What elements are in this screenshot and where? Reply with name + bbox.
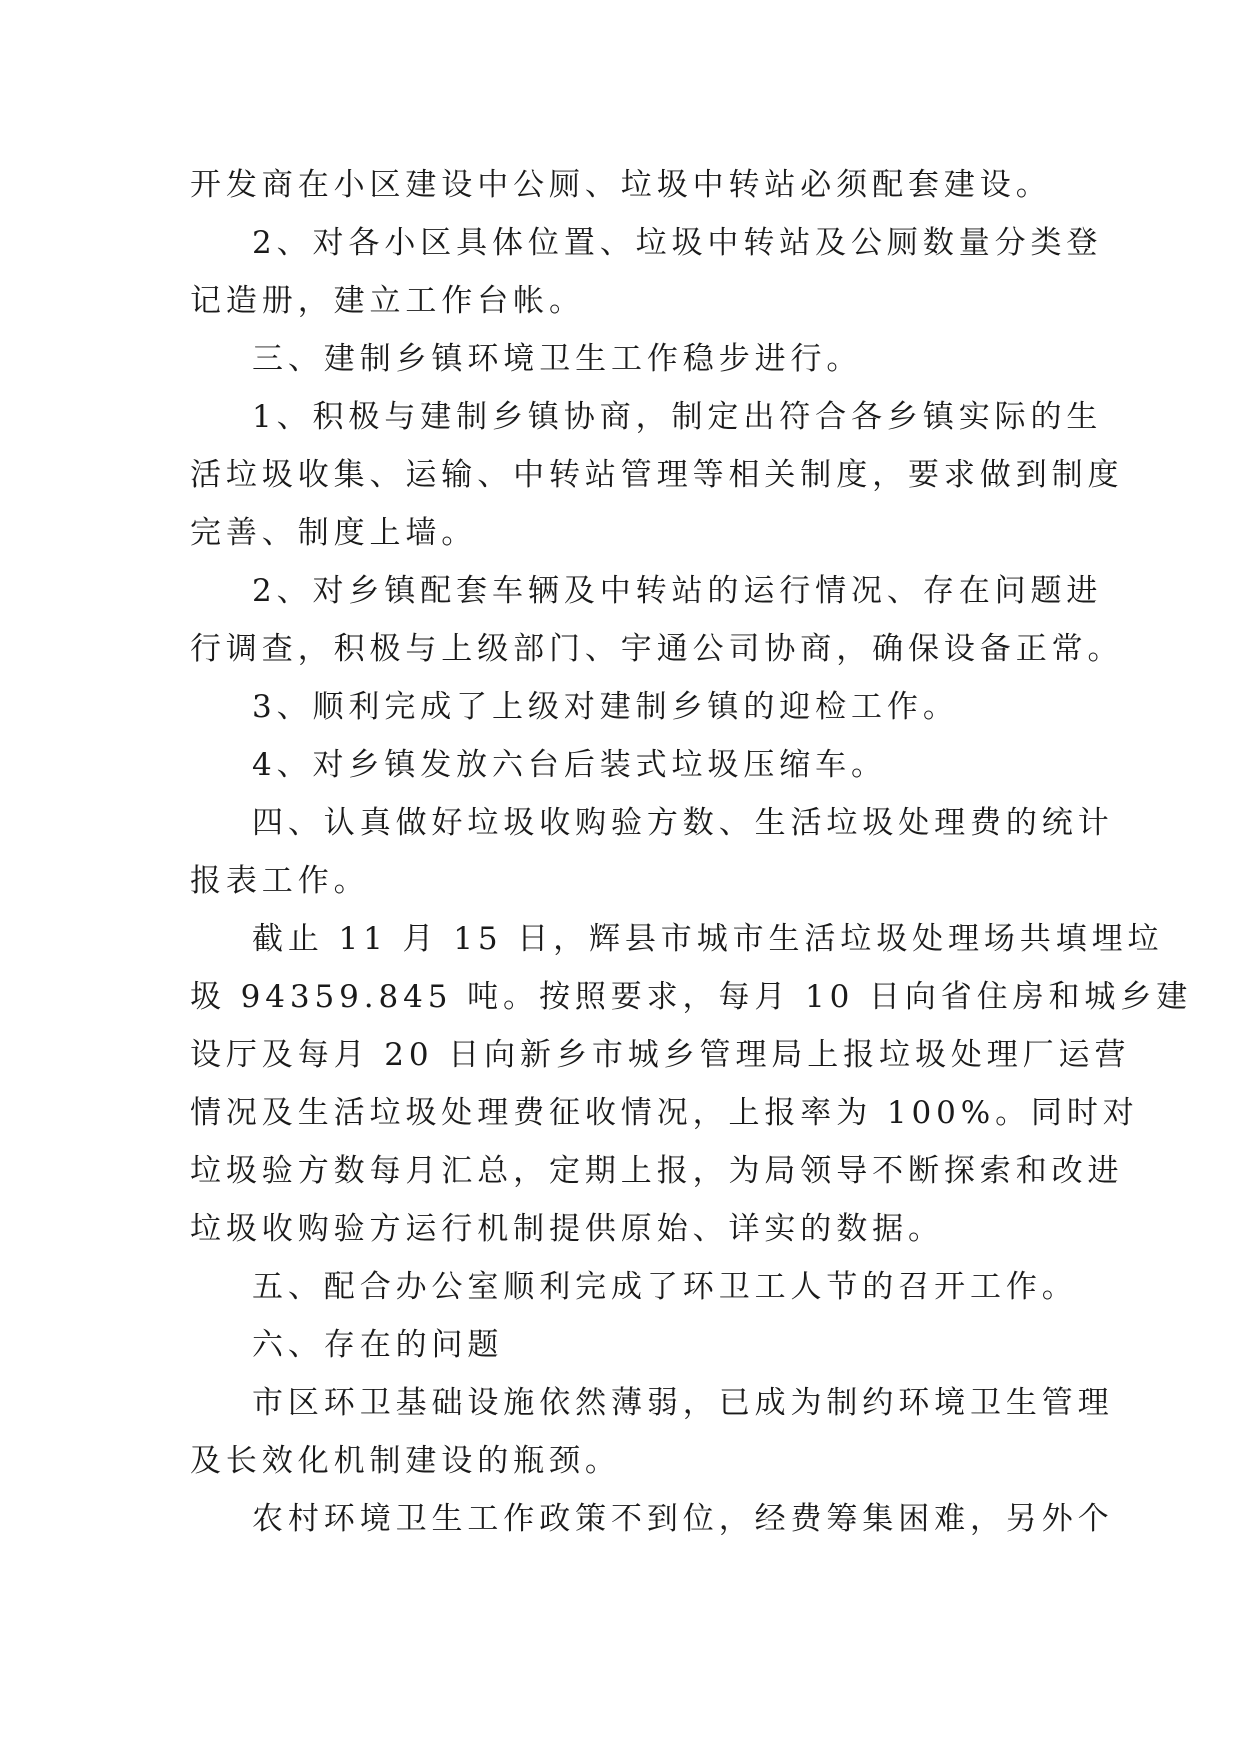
text-line: 4、对乡镇发放六台后装式垃圾压缩车。 xyxy=(252,747,887,783)
text-line: 行调查，积极与上级部门、宇通公司协商，确保设备正常。 xyxy=(190,631,1124,667)
text-line: 垃圾验方数每月汇总，定期上报，为局领导不断探索和改进 xyxy=(190,1153,1124,1189)
text-line: 活垃圾收集、运输、中转站管理等相关制度，要求做到制度 xyxy=(190,457,1124,493)
text-line: 1、积极与建制乡镇协商，制定出符合各乡镇实际的生 xyxy=(252,399,1103,435)
text-line: 3、顺利完成了上级对建制乡镇的迎检工作。 xyxy=(252,689,959,725)
text-line: 2、对乡镇配套车辆及中转站的运行情况、存在问题进 xyxy=(252,573,1103,609)
text-line: 农村环境卫生工作政策不到位，经费筹集困难，另外个 xyxy=(252,1501,1114,1537)
text-line: 截止 11 月 15 日，辉县市城市生活垃圾处理场共填埋垃 xyxy=(252,921,1164,957)
section-heading: 三、建制乡镇环境卫生工作稳步进行。 xyxy=(252,341,863,377)
text-line: 报表工作。 xyxy=(190,863,370,899)
text-line: 完善、制度上墙。 xyxy=(190,515,478,551)
section-heading: 五、配合办公室顺利完成了环卫工人节的召开工作。 xyxy=(252,1269,1078,1305)
section-heading: 六、存在的问题 xyxy=(252,1327,504,1363)
text-line: 垃圾收购验方运行机制提供原始、详实的数据。 xyxy=(190,1211,944,1247)
text-line: 圾 94359.845 吨。按照要求，每月 10 日向省住房和城乡建 xyxy=(190,979,1193,1015)
text-line: 情况及生活垃圾处理费征收情况，上报率为 100%。同时对 xyxy=(190,1095,1139,1131)
section-heading: 四、认真做好垃圾收购验方数、生活垃圾处理费的统计 xyxy=(252,805,1114,841)
text-line: 记造册，建立工作台帐。 xyxy=(190,283,585,319)
text-line: 及长效化机制建设的瓶颈。 xyxy=(190,1443,621,1479)
text-line: 设厅及每月 20 日向新乡市城乡管理局上报垃圾处理厂运营 xyxy=(190,1037,1131,1073)
text-line: 开发商在小区建设中公厕、垃圾中转站必须配套建设。 xyxy=(190,167,1052,203)
text-line: 市区环卫基础设施依然薄弱，已成为制约环境卫生管理 xyxy=(252,1385,1114,1421)
document-body xyxy=(190,156,1193,1548)
text-line: 2、对各小区具体位置、垃圾中转站及公厕数量分类登 xyxy=(252,225,1103,261)
